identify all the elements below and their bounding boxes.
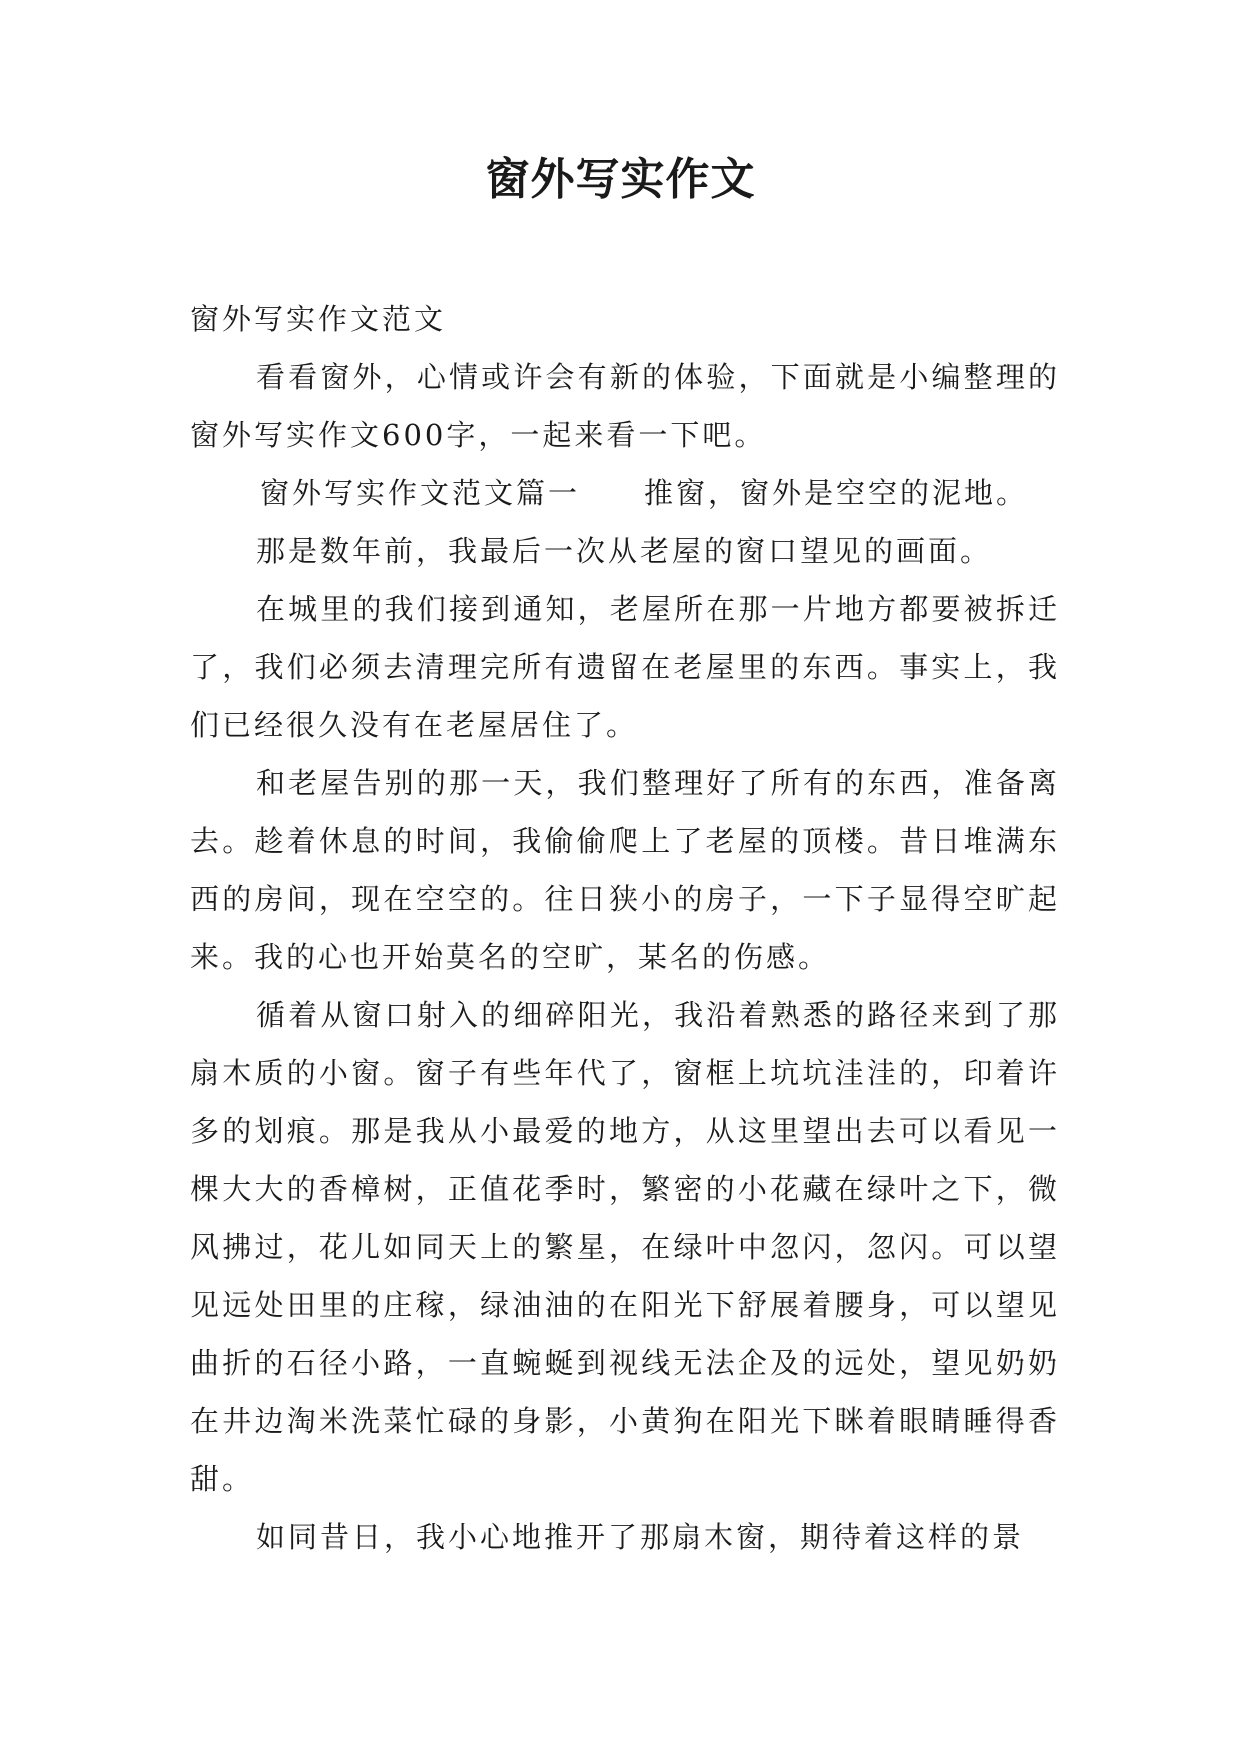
paragraph-3: 和老屋告别的那一天，我们整理好了所有的东西，准备离去。趁着休息的时间，我偷偷爬上了老屋的顶楼。昔日堆满东西的房间，现在空空的。往日狭小的房子，一下子显得空旷起来。我的心也开始莫名的空旷，某名的伤感。 (190, 766, 1060, 974)
document-body (190, 290, 1060, 1566)
paragraph-section-heading: 窗外写实作文范文篇一 推窗，窗外是空空的泥地。 (260, 476, 1029, 510)
document-subtitle: 窗外写实作文范文 (190, 302, 447, 336)
document-title: 窗外写实作文 (485, 154, 756, 205)
paragraph-5: 如同昔日，我小心地推开了那扇木窗，期待着这样的景 (256, 1520, 1025, 1554)
paragraph-4: 循着从窗口射入的细碎阳光，我沿着熟悉的路径来到了那扇木质的小窗。窗子有些年代了，窗框上坑坑洼洼的，印着许多的划痕。那是我从小最爱的地方，从这里望出去可以看见一棵大大的香樟树，正值花季时，繁密的小花藏在绿叶之下，微风拂过，花儿如同天上的繁星，在绿叶中忽闪，忽闪。可以望见远处田里的庄稼，绿油油的在阳光下舒展着腰身，可以望见曲折的石径小路，一直蜿蜒到视线无法企及的远处，望见奶奶在井边淘米洗菜忙碌的身影，小黄狗在阳光下眯着眼睛睡得香甜。 (190, 998, 1060, 1496)
paragraph-1: 那是数年前，我最后一次从老屋的窗口望见的画面。 (256, 534, 993, 568)
paragraph-2: 在城里的我们接到通知，老屋所在那一片地方都要被拆迁了，我们必须去清理完所有遗留在老屋里的东西。事实上，我们已经很久没有在老屋居住了。 (190, 592, 1060, 742)
paragraph-intro: 看看窗外，心情或许会有新的体验，下面就是小编整理的窗外写实作文600字，一起来看一下吧。 (190, 360, 1060, 452)
